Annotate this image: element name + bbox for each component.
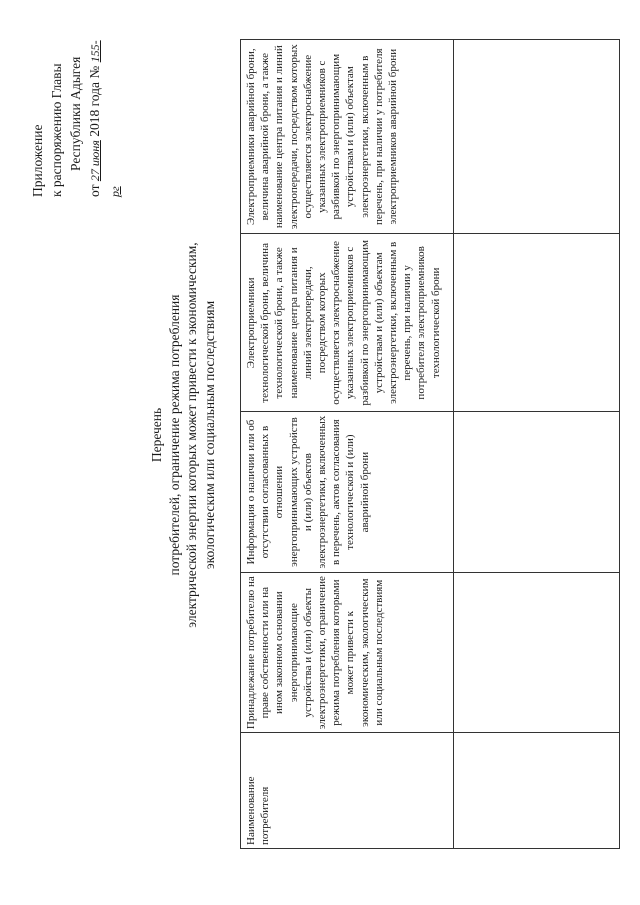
table-cell (453, 234, 619, 412)
consumers-table (240, 39, 620, 849)
appendix-title: Приложение (30, 124, 45, 197)
appendix-line-order: к распоряжению Главы (49, 63, 64, 197)
column-agreement-acts: Информация о наличии или об отсутствии согласованных в отношении энергопринимающих устройств и (или) объектов электроэнергетики, включенных в перечень, актов согласования технологической и (или) аварийной брони (241, 412, 454, 573)
table-cell (453, 40, 619, 234)
column-technological-reserve: Электроприемники технологической брони, величина технологической брони, а также наименование центра питания и линий электропередачи, посредством которых осуществляется электроснабжение указанных электроприемников с разбивкой по энергопринимающим устройствам и (или) объектам электроэнергетики, включенным в перечень, при наличии у потребителя электроприемников технологической брони (241, 234, 454, 412)
table-cell (453, 412, 619, 573)
appendix-day: 27 июня (88, 140, 102, 182)
table-row (453, 40, 619, 849)
title-line-1: Перечень (149, 407, 164, 463)
document-title (148, 135, 218, 735)
table-header-row (241, 40, 454, 849)
column-owned-devices: Принадлежание потребителю на праве собственности или на ином законном основании энергопринимающие устройства и (или) объекты электроэнергетики, ограничение режима потребления которыми может привести к экономическим, экологическим или социальным последствиям (241, 572, 454, 733)
table-cell (453, 572, 619, 733)
title-line-4: экологическим или социальным последствиям (201, 300, 217, 570)
appendix-line-republic: Республики Адыгея (68, 56, 83, 171)
column-consumer-name: Наименование потребителя (241, 733, 454, 849)
appendix-date-line: от 27 июня 2018 года № 155-рг (87, 40, 122, 197)
appendix-block (28, 37, 125, 197)
table-cell (453, 733, 619, 849)
title-line-3: электрической энергии которых может привести к экономическим, (184, 242, 199, 628)
column-emergency-reserve: Электроприемники аварийной брони, величина аварийной брони, а также наименование центра питания и линий электропередачи, посредством которых осуществляется электроснабжение указанных электроприемников с разбивкой по энергопринимающим устройствам и (или) объектам электроэнергетики, включенным в перечень, при наличии у потребителя электроприемников аварийной брони (241, 40, 454, 234)
title-line-2: потребителей, ограничение режима потребления (166, 294, 182, 576)
appendix-number: 155-рг (88, 40, 122, 197)
